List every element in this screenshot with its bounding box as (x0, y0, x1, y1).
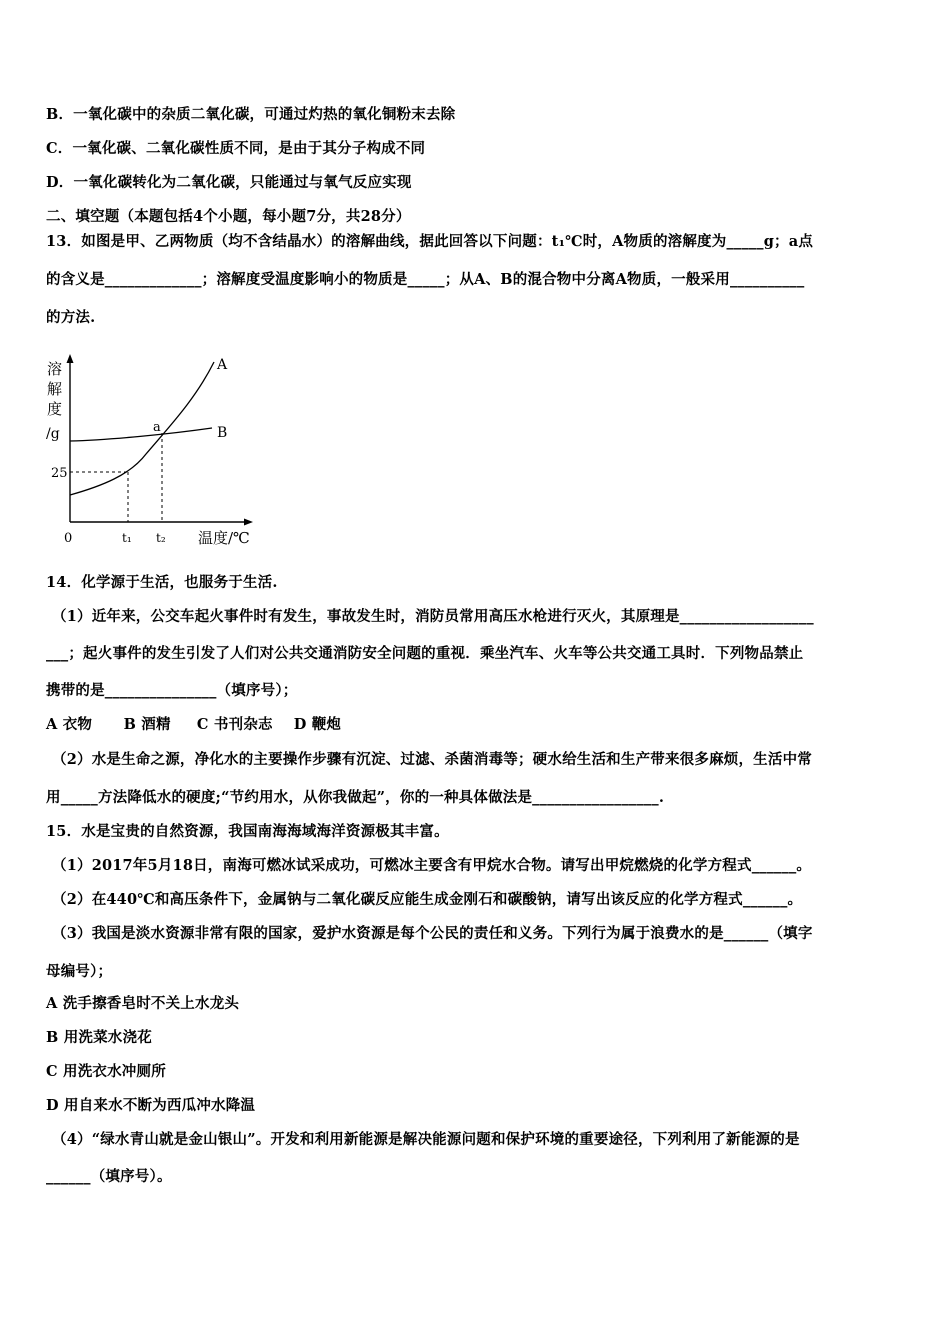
q15-option-b: B 用洗菜水浇花 (46, 1029, 152, 1046)
q14-p2-line-2: 用_____方法降低水的硬度;“节约用水，从你我做起”，你的一种具体做法是_________________. (46, 789, 665, 806)
section-heading: 二、填空题（本题包括4个小题，每小题7分，共28分） (46, 208, 411, 225)
ylabel-char-1: 溶 (47, 360, 63, 378)
q15-p4-line-1: （4）“绿水青山就是金山银山”。开发和利用新能源是解决能源问题和保护环境的重要途径，下列利用了新能源的是 (52, 1131, 800, 1148)
q15-p2: （2）在440℃和高压条件下，金属钠与二氧化碳反应能生成金刚石和碳酸钠，请写出该反应的化学方程式______。 (52, 891, 803, 908)
x-tick-t2: t₂ (156, 531, 166, 545)
xlabel: 温度/℃ (198, 529, 250, 547)
q15-p3-line-1: （3）我国是淡水资源非常有限的国家，爱护水资源是每个公民的责任和义务。下列行为属于浪费水的是______（填字 (52, 925, 813, 942)
y-axis-arrow (67, 354, 74, 363)
q15-p3-line-2: 母编号）； (46, 963, 113, 980)
ylabel-char-3: 度 (47, 400, 63, 418)
q15-title: 15．水是宝贵的自然资源，我国南海海域海洋资源极其丰富。 (46, 823, 449, 840)
q15-p1: （1）2017年5月18日，南海可燃冰试采成功，可燃冰主要含有甲烷水合物。请写出甲烷燃烧的化学方程式______。 (52, 857, 812, 874)
q14-choices: A 衣物 B 酒精 C 书刊杂志 D 鞭炮 (46, 716, 342, 733)
q13-line-3: 的方法. (46, 309, 96, 326)
q14-p1-line-3: 携带的是_______________（填序号）； (46, 682, 298, 699)
solubility-chart (40, 350, 270, 550)
ylabel-char-2: 解 (47, 380, 63, 398)
label-b-curve: B (217, 425, 228, 441)
q14-p1-line-1: （1）近年来，公交车起火事件时有发生，事故发生时，消防员常用高压水枪进行灭火，其原理是__________________ (52, 608, 814, 625)
curve-a (70, 362, 214, 495)
curve-b (70, 428, 212, 441)
q15-option-c: C 用洗衣水冲厕所 (46, 1063, 166, 1080)
q15-option-d: D 用自来水不断为西瓜冲水降温 (46, 1097, 256, 1114)
q13-line-1: 13．如图是甲、乙两物质（均不含结晶水）的溶解曲线，据此回答以下问题：t₁℃时，A物质的溶解度为_____g；a点 (46, 233, 814, 250)
ylabel-unit: /g (46, 426, 60, 442)
option-d: D．一氧化碳转化为二氧化碳，只能通过与氧气反应实现 (46, 174, 412, 191)
q15-option-a: A 洗手擦香皂时不关上水龙头 (46, 995, 240, 1012)
q13-line-2: 的含义是_____________；溶解度受温度影响小的物质是_____；从A、B的混合物中分离A物质，一般采用__________ (46, 271, 805, 288)
point-a-label: a (153, 420, 161, 435)
q14-p2-line-1: （2）水是生命之源，净化水的主要操作步骤有沉淀、过滤、杀菌消毒等；硬水给生活和生产带来很多麻烦，生活中常 (52, 751, 812, 768)
option-b: B．一氧化碳中的杂质二氧化碳，可通过灼热的氧化铜粉末去除 (46, 106, 456, 123)
option-c: C．一氧化碳、二氧化碳性质不同，是由于其分子构成不同 (46, 140, 426, 157)
y-tick-25: 25 (51, 466, 68, 481)
label-a-curve: A (217, 357, 228, 373)
origin-label: 0 (64, 531, 73, 546)
q14-p1-line-2: ___；起火事件的发生引发了人们对公共交通消防安全问题的重视．乘坐汽车、火车等公共交通工具时．下列物品禁止 (46, 645, 804, 662)
x-tick-t1: t₁ (122, 531, 132, 545)
q14-title: 14．化学源于生活，也服务于生活. (46, 574, 278, 591)
x-axis-arrow (244, 519, 253, 526)
q15-p4-line-2: ______（填序号）。 (46, 1168, 172, 1185)
